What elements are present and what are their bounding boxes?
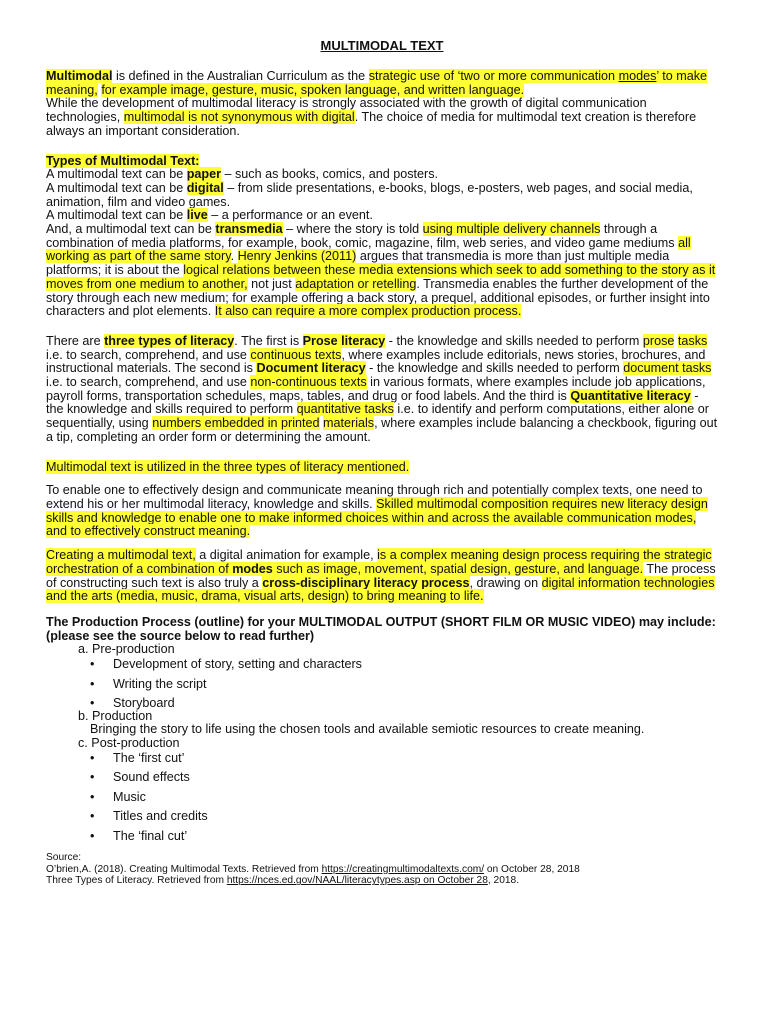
- text-span: A multimodal text can be: [46, 167, 187, 182]
- highlight-span: ’ to make meaning,: [46, 69, 708, 97]
- highlight-span: such as image, movement, spatial design, gesture, and language.: [272, 561, 644, 576]
- text-span: And, a multimodal text can be: [46, 222, 216, 237]
- text-span: . Transmedia enables the further development of the story through each new medium; for example offering a back story, a prequel, additional episodes, or further insight into characters and plot elements.: [46, 276, 710, 319]
- text-span: - the knowledge and skills needed to perform: [365, 361, 624, 376]
- text-span: – from slide presentations, e-books, blogs, e-posters, web pages, and social media, animation, film and video games.: [46, 180, 693, 209]
- sources-block: [46, 852, 718, 887]
- text-span: A multimodal text can be: [46, 208, 187, 223]
- text-span: . The choice of media for multimodal text creation is therefore always an important consideration.: [46, 110, 697, 138]
- source-citation-2: [46, 875, 718, 887]
- term-transmedia: transmedia: [215, 222, 283, 237]
- text-span: through a combination of media platforms, for example, book, comic, magazine, film, web series, and video game mediums: [46, 222, 679, 250]
- text-span: , where examples include balancing a checkbook, figuring out a tip, completing an order form or determining the amount.: [46, 416, 718, 444]
- digital-paragraph: [46, 97, 718, 138]
- highlight-span: non-continuous texts: [250, 375, 367, 390]
- source-citation-1: [46, 864, 718, 876]
- post-production-label: c. Post-production: [78, 735, 180, 750]
- text-span: , where examples include editorials, news stories, brochures, and instructional materials. The second is: [46, 347, 706, 376]
- highlight-span: modes: [618, 69, 657, 83]
- page-title: MULTIMODAL TEXT: [320, 38, 444, 53]
- source-link-2[interactable]: https://nces.ed.gov/NAAL/literacytypes.asp on October 28: [226, 875, 488, 887]
- highlight-span: adaptation or retelling: [295, 276, 417, 291]
- definition-paragraph: [46, 70, 718, 97]
- list-item: • The ‘final cut’: [90, 829, 718, 849]
- list-item: • Development of story, setting and characters: [90, 657, 718, 677]
- type-transmedia: [46, 223, 718, 319]
- highlight-span: is a complex meaning design process requiring the strategic orchestration of a combination of: [46, 548, 712, 576]
- literacy-paragraph: [46, 335, 718, 445]
- list-item: • Storyboard: [90, 696, 718, 716]
- text-span: There are: [46, 333, 105, 348]
- highlight-span: materials: [323, 416, 375, 431]
- list-item: • Music: [90, 790, 718, 810]
- term-live: live: [186, 208, 208, 223]
- enable-paragraph: [46, 484, 718, 539]
- term-modes: modes: [232, 561, 273, 576]
- term-digital: digital: [186, 180, 224, 195]
- highlight-span: Skilled multimodal composition requires new literacy design skills and knowledge to enable one to make informed choices within and across the available communication modes, and to effectively construct meaning.: [46, 496, 708, 539]
- production-description: Bringing the story to life using the chosen tools and available semiotic resources to create meaning.: [90, 722, 645, 737]
- list-item: • Writing the script: [90, 677, 718, 697]
- highlight-span: It also can require a more complex production process.: [214, 304, 522, 319]
- post-production-list: [46, 751, 718, 849]
- highlight-span: Multimodal text is utilized in the three types of literacy mentioned.: [46, 459, 410, 474]
- text-span: i.e. to identify and perform computations, either alone or sequentially, using: [46, 402, 709, 431]
- term-multimodal: Multimodal: [46, 69, 113, 83]
- highlight-span: digital information technologies and the arts (media, music, drama, visual arts, design) to bring meaning to life.: [46, 575, 715, 604]
- term-prose-literacy: Prose literacy: [302, 333, 386, 348]
- text-span: a digital animation for example,: [195, 548, 378, 563]
- highlight-span: logical relations between these media extensions which seek to add something to the story as it moves from one medium to another,: [46, 263, 716, 291]
- text-span: Three Types of Literacy. Retrieved from: [46, 875, 227, 887]
- text-span: While the development of multimodal literacy is strongly associated with the growth of digital communication technologies,: [46, 96, 647, 125]
- text-span: – where the story is told: [282, 222, 423, 237]
- text-span: - the knowledge and skills required to perform: [46, 388, 699, 417]
- text-span: To enable one to effectively design and communicate meaning through rich and potentially complex texts, one need to extend his or her multimodal literacy, knowledge and skills.: [46, 483, 703, 511]
- text-span: i.e. to search, comprehend, and use: [46, 347, 251, 362]
- highlight-span: prose: [642, 333, 675, 348]
- text-span: on October 28, 2018: [484, 863, 580, 875]
- text-span: The process of constructing such text is also truly a: [46, 561, 716, 590]
- list-item: • Sound effects: [90, 770, 718, 790]
- text-span: not just: [247, 276, 296, 291]
- highlight-span: continuous texts: [250, 347, 342, 362]
- term-quantitative-literacy: Quantitative literacy: [570, 388, 691, 403]
- text-span: , 2018.: [487, 875, 520, 887]
- text-span: argues that transmedia is more than just multiple media platforms; it is about the: [46, 249, 670, 278]
- highlight-span: numbers embedded in printed: [152, 416, 320, 431]
- list-item: • The ‘first cut’: [90, 751, 718, 771]
- text-span: A multimodal text can be: [46, 180, 187, 195]
- sources-label: Source:: [46, 852, 82, 864]
- source-link-1[interactable]: https://creatingmultimodaltexts.com/: [321, 863, 485, 875]
- highlight-span: document tasks: [623, 361, 712, 376]
- utilized-sentence: [46, 461, 718, 475]
- term-cross-disciplinary: cross-disciplinary literacy process: [262, 575, 470, 590]
- highlight-span: Creating a multimodal text,: [46, 548, 196, 563]
- text-span: , drawing on: [469, 575, 542, 590]
- highlight-span: Henry Jenkins (2011): [237, 249, 357, 264]
- production-heading: The Production Process (outline) for your MULTIMODAL OUTPUT (SHORT FILM OR MUSIC VIDEO) may include: (please see the source below to read further): [46, 614, 716, 643]
- text-span: in various formats, where examples include job applications, payroll forms, transportation schedules, maps, tables, and drug or food labels. And the third is: [46, 375, 706, 403]
- text-span: i.e. to search, comprehend, and use: [46, 375, 251, 390]
- highlight-span: strategic use of ‘two or more communication: [368, 69, 619, 83]
- text-span: - the knowledge and skills needed to perform: [385, 333, 643, 348]
- text-span: O’brien,A. (2018). Creating Multimodal Texts. Retrieved from: [46, 863, 322, 875]
- text-span: – a performance or an event.: [207, 208, 373, 223]
- highlight-span: using multiple delivery channels: [422, 222, 601, 237]
- term-document-literacy: Document literacy: [256, 361, 366, 376]
- highlight-span: quantitative tasks: [296, 402, 394, 417]
- type-paper: [46, 168, 718, 182]
- highlight-span: all working as part of the same story: [46, 235, 691, 264]
- term-three-types: three types of literacy: [104, 333, 235, 348]
- heading-text: Types of Multimodal Text:: [46, 153, 200, 168]
- pre-production-label: a. Pre-production: [78, 642, 175, 657]
- highlight-span: tasks: [677, 333, 708, 348]
- type-live: [46, 209, 718, 223]
- text-span: – such as books, comics, and posters.: [221, 167, 438, 182]
- creating-paragraph: [46, 549, 718, 604]
- production-label: b. Production: [78, 708, 153, 723]
- highlight-span: for example image, gesture, music, spoken language, and written language.: [101, 82, 525, 97]
- highlight-span: multimodal is not synonymous with digital: [123, 110, 355, 125]
- text-span: . The first is: [234, 333, 303, 348]
- pre-production-list: [46, 657, 718, 716]
- term-paper: paper: [186, 167, 221, 182]
- text-span: is defined in the Australian Curriculum as the: [112, 69, 369, 83]
- text-span: .: [230, 249, 238, 264]
- list-item: • Titles and credits: [90, 809, 718, 829]
- types-heading: [46, 155, 718, 169]
- type-digital: [46, 182, 718, 209]
